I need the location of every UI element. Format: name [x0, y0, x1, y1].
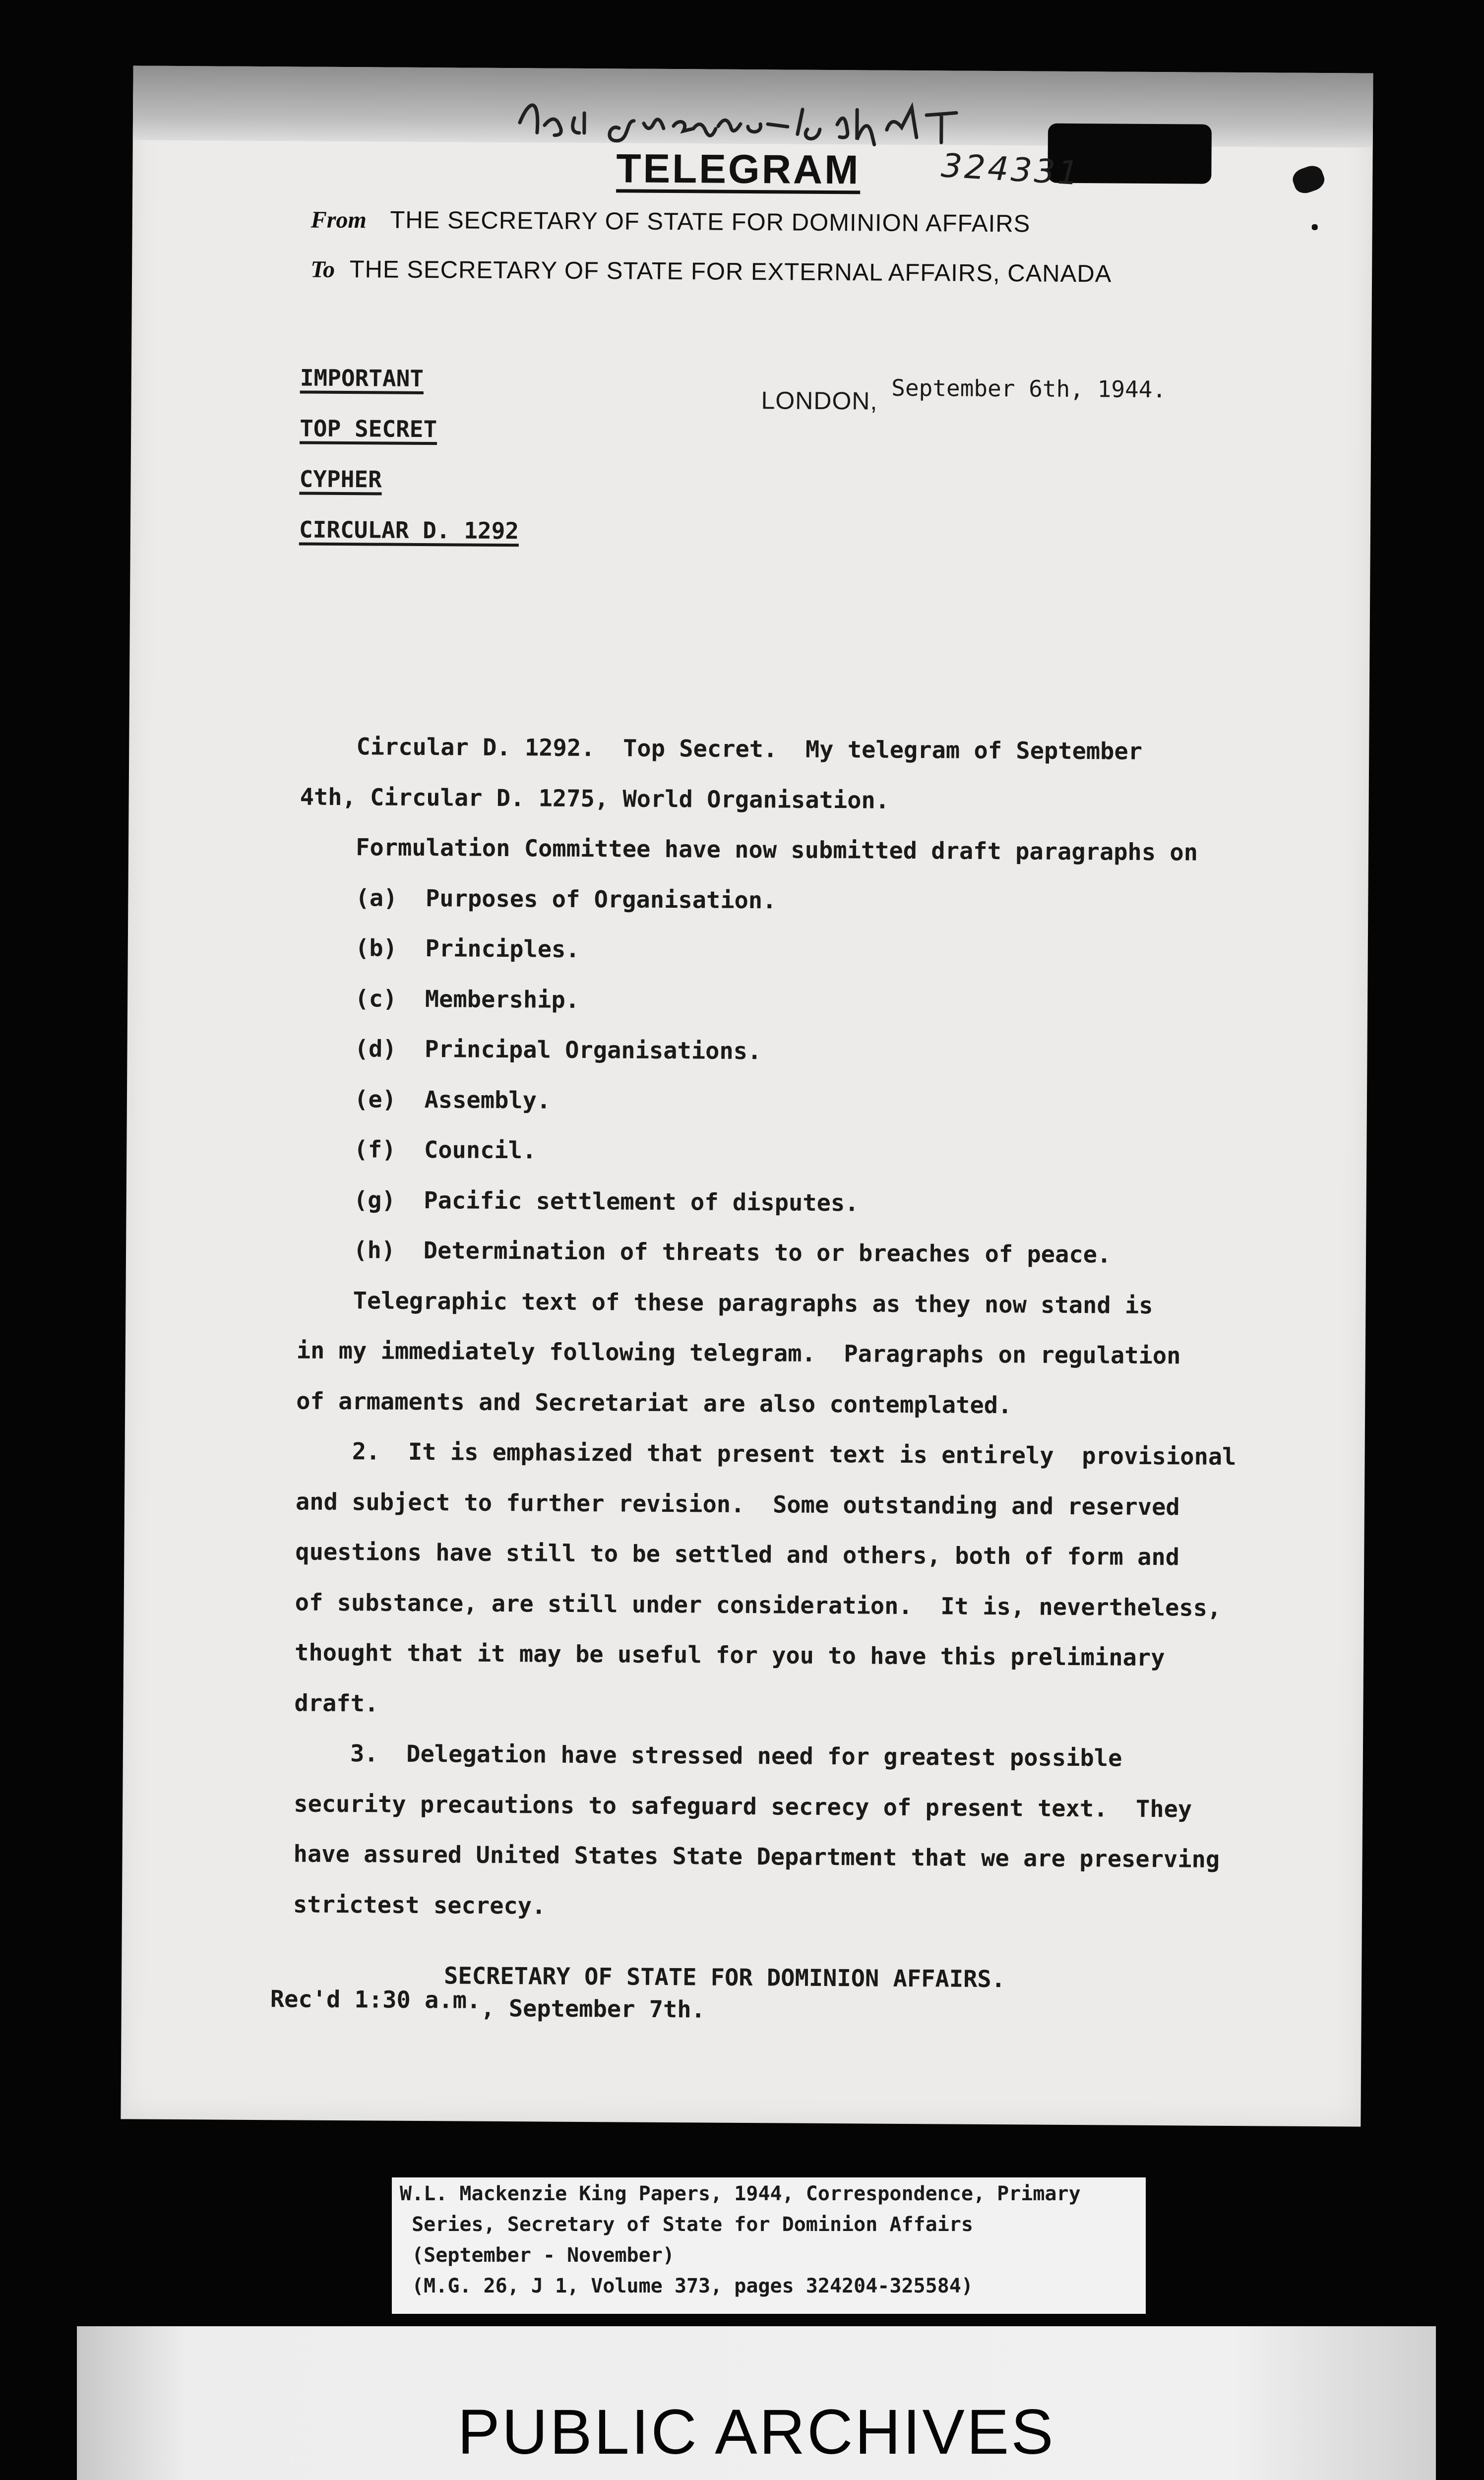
from-line — [311, 206, 1031, 238]
body-line: Circular D. 1292. Top Secret. My telegram of September — [300, 733, 1143, 765]
archives-banner — [77, 2326, 1436, 2480]
citation-line: Series, Secretary of State for Dominion Affairs — [400, 2213, 973, 2236]
ink-blot — [1290, 163, 1327, 196]
from-label: From — [310, 206, 367, 234]
body-line: Formulation Committee have now submitted draft paragraphs on — [299, 833, 1198, 867]
ink-speck — [1312, 224, 1318, 230]
from-text: THE SECRETARY OF STATE FOR DOMINION AFFAIRS — [390, 206, 1031, 238]
location: LONDON, — [761, 386, 878, 415]
body-line: in my immediately following telegram. Paragraphs on regulation — [296, 1337, 1181, 1370]
body-line: (h) Determination of threats to or breaches of peace. — [297, 1236, 1112, 1269]
body-line: Telegraphic text of these paragraphs as they now stand is — [297, 1286, 1153, 1319]
body-line: (g) Pacific settlement of disputes. — [297, 1185, 859, 1217]
received-stamp — [270, 1985, 706, 2024]
archival-citation-label — [392, 2177, 1146, 2314]
location-date — [761, 372, 1167, 415]
designation-top-secret: TOP SECRET — [300, 415, 437, 443]
body-line: have assured United States State Department that we are preserving — [293, 1840, 1220, 1873]
date: September 6th, 1944. — [891, 374, 1167, 403]
body-line: (a) Purposes of Organisation. — [299, 883, 777, 914]
signature: SECRETARY OF STATE FOR DOMINION AFFAIRS. — [443, 1962, 1006, 1993]
designation-cypher: CYPHER — [299, 465, 382, 493]
body-line: strictest secrecy. — [293, 1890, 546, 1920]
body-line: 2. It is emphasized that present text is entirely provisional — [296, 1437, 1237, 1471]
to-line — [310, 255, 1112, 288]
citation-line: (September - November) — [400, 2244, 675, 2267]
archives-line-english: PUBLIC ARCHIVES — [457, 2397, 1055, 2468]
body-line: (e) Assembly. — [298, 1085, 551, 1115]
telegram-title: TELEGRAM — [616, 146, 861, 193]
received-date: , September 7th. — [481, 1994, 706, 2024]
body-line: (f) Council. — [298, 1135, 537, 1165]
received-time: Rec'd 1:30 a.m. — [270, 1985, 481, 2014]
body-line: questions have still to be settled and others, both of form and — [295, 1538, 1180, 1571]
body-line: (b) Principles. — [299, 934, 580, 963]
citation-line: W.L. Mackenzie King Papers, 1944, Correspondence, Primary — [400, 2182, 1081, 2205]
to-text: THE SECRETARY OF STATE FOR EXTERNAL AFFAIRS, CANADA — [349, 256, 1112, 288]
body-line: security precautions to safeguard secrecy of present text. They — [294, 1790, 1192, 1823]
body-line: thought that it may be useful for you to have this preliminary — [294, 1639, 1165, 1672]
message-body — [293, 721, 1392, 1936]
designation-block — [299, 364, 520, 568]
citation-line: (M.G. 26, J 1, Volume 373, pages 324204-325584) — [400, 2275, 973, 2297]
body-line: (c) Membership. — [299, 984, 580, 1014]
body-line: (d) Principal Organisations. — [298, 1035, 762, 1065]
telegram-sheet — [121, 65, 1373, 2126]
body-line: draft. — [294, 1689, 379, 1717]
designation-important: IMPORTANT — [300, 364, 424, 392]
document-number: 324331 — [940, 146, 1082, 193]
body-line: and subject to further revision. Some outstanding and reserved — [295, 1488, 1180, 1521]
body-line: of substance, are still under consideration. It is, nevertheless, — [295, 1588, 1222, 1622]
body-line: 3. Delegation have stressed need for greatest possible — [294, 1739, 1122, 1772]
body-line: 4th, Circular D. 1275, World Organisation. — [300, 783, 890, 814]
body-line: of armaments and Secretariat are also contemplated. — [296, 1387, 1012, 1419]
to-label: To — [310, 256, 335, 283]
designation-circular: CIRCULAR D. 1292 — [299, 516, 519, 545]
